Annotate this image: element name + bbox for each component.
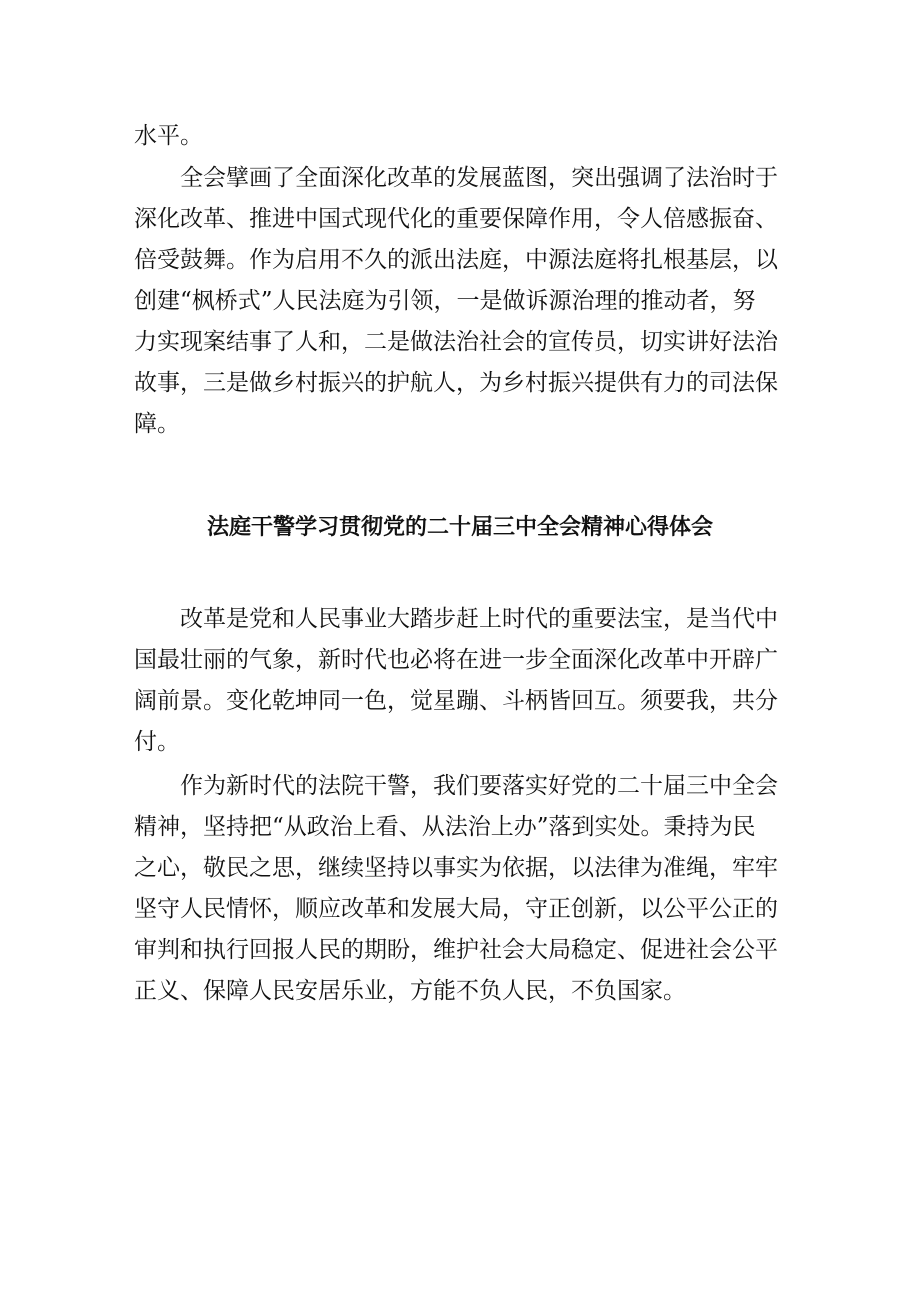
text-line: 坚守人民情怀，顺应改革和发展大局，守正创新，以公平公正的 (134, 896, 778, 922)
text-line: 深化改革、推进中国式现代化的重要保障作用，令人倍感振奋、 (134, 206, 778, 232)
text-line: 故事，三是做乡村振兴的护航人，为乡村振兴提供有力的司法保 (134, 370, 778, 396)
text-line: 水平。 (134, 123, 203, 149)
text-line: 阔前景。变化乾坤同一色，觉星蹦、斗柄皆回互。须要我，共分 (134, 688, 778, 714)
text-line: 力实现案结事了人和，二是做法治社会的宣传员，切实讲好法治 (134, 329, 778, 355)
text-line: 正义、保障人民安居乐业，方能不负人民，不负国家。 (134, 978, 686, 1004)
article-title: 法庭干警学习贯彻党的二十届三中全会精神心得体会 (206, 515, 713, 540)
text-line: 改革是党和人民事业大踏步赶上时代的重要法宝，是当代中 (180, 606, 778, 632)
text-line: 障。 (134, 411, 180, 437)
text-line: 全会擘画了全面深化改革的发展蓝图，突出强调了法治时于 (180, 165, 778, 191)
text-line: 作为新时代的法院干警，我们要落实好党的二十届三中全会 (180, 773, 778, 799)
text-line: 付。 (134, 729, 180, 755)
text-line: 国最壮丽的气象，新时代也必将在进一步全面深化改革中开辟广 (134, 647, 778, 673)
text-line: 之心，敬民之思，继续坚持以事实为依据，以法律为准绳，牢牢 (134, 855, 778, 881)
text-line: 审判和执行回报人民的期盼，维护社会大局稳定、促进社会公平 (134, 937, 778, 963)
text-line: 倍受鼓舞。作为启用不久的派出法庭，中源法庭将扎根基层，以 (134, 247, 778, 273)
text-line: 创建“枫桥式”人民法庭为引领，一是做诉源治理的推动者，努 (134, 288, 756, 314)
text-line: 精神，坚持把“从政治上看、从法治上办”落到实处。秉持为民 (134, 814, 756, 840)
